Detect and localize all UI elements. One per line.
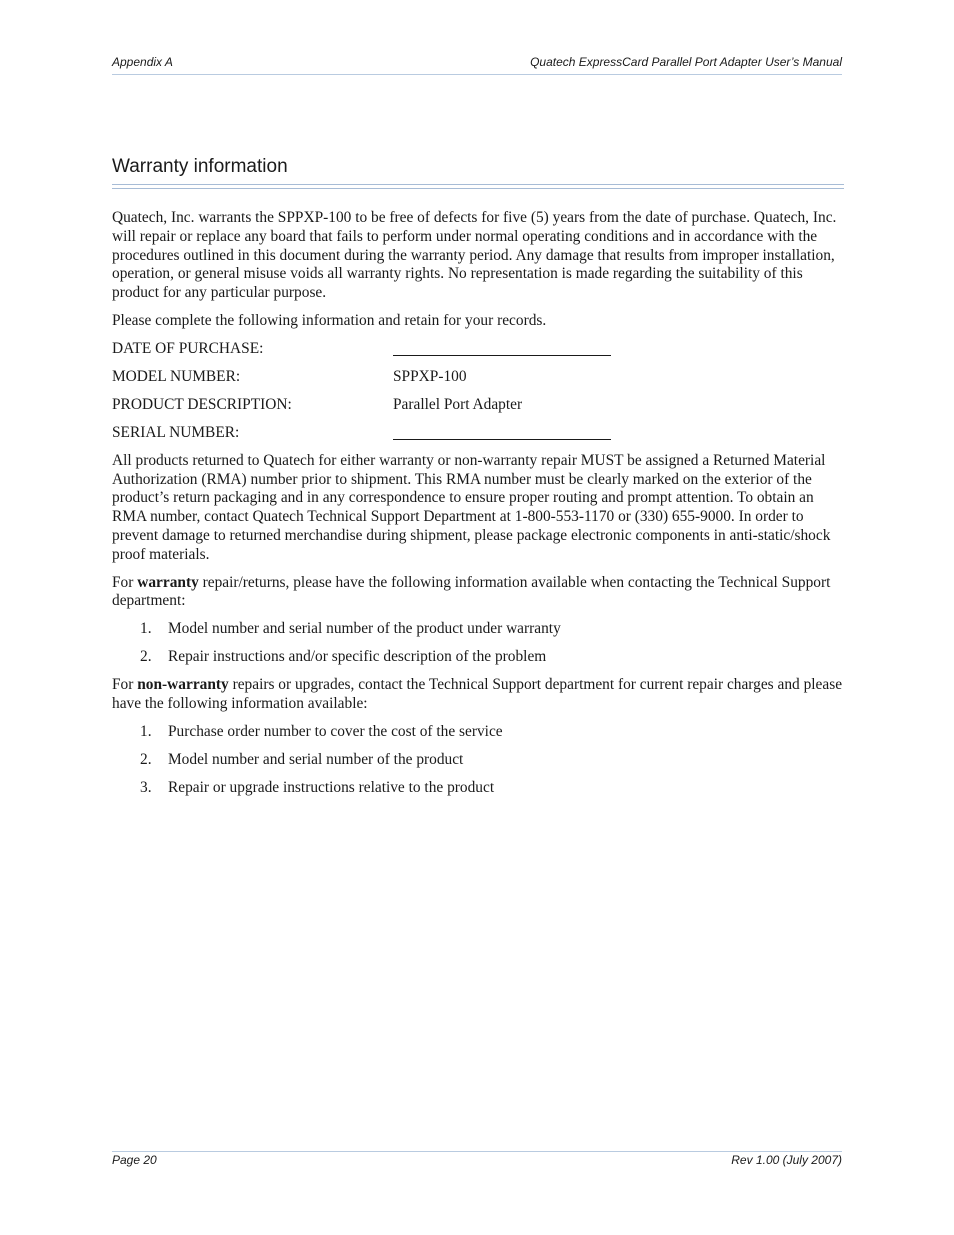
list-item xyxy=(112,779,844,798)
list-text: Model number and serial number of the product xyxy=(168,750,464,768)
emphasis-non-warranty: non-warranty xyxy=(137,676,229,694)
blank-line xyxy=(393,340,611,356)
list-item xyxy=(112,620,844,639)
intro-paragraph: Quatech, Inc. warrants the SPPXP-100 to be free of defects for five (5) years from the date of purchase. Quatech, Inc. will repair or replace any board that fails to perform under normal operating conditions and in accordance with the procedures outlined in this document during the warranty period. Any damage that results from improper installation, operation, or general misuse voids all warranty rights. No representation is made regarding the suitability of this product for any particular purpose. xyxy=(112,209,837,302)
text-run: For xyxy=(112,573,138,591)
footer-page-number: Page 20 xyxy=(112,1153,157,1167)
non-warranty-paragraph xyxy=(112,676,844,714)
field-label: PRODUCT DESCRIPTION: xyxy=(112,395,292,413)
list-text: Repair instructions and/or specific description of the problem xyxy=(168,648,547,666)
field-model-number xyxy=(112,368,844,387)
list-number: 3. xyxy=(140,778,152,796)
warranty-list xyxy=(112,620,844,667)
text-run: For xyxy=(112,676,138,694)
document-body xyxy=(112,209,844,807)
emphasis-warranty: warranty xyxy=(137,573,199,591)
field-value: Parallel Port Adapter xyxy=(393,395,523,413)
list-text: Model number and serial number of the product under warranty xyxy=(168,620,561,638)
field-label: MODEL NUMBER: xyxy=(112,367,241,385)
list-number: 1. xyxy=(140,620,152,638)
blank-line xyxy=(393,424,611,440)
list-item xyxy=(112,648,844,667)
warranty-paragraph xyxy=(112,574,844,612)
field-label: SERIAL NUMBER: xyxy=(112,423,240,441)
field-label: DATE OF PURCHASE: xyxy=(112,339,264,357)
field-date-of-purchase xyxy=(112,340,844,359)
title-rule xyxy=(112,184,844,189)
list-item xyxy=(112,751,844,770)
page-footer xyxy=(112,1151,842,1172)
header-manual-title: Quatech ExpressCard Parallel Port Adapter User’s Manual xyxy=(530,55,842,69)
text-run: repair/returns, please have the following information available when contacting the Technical Support department: xyxy=(112,573,831,610)
header-section-label: Appendix A xyxy=(112,55,173,69)
text-run: repairs or upgrades, contact the Technical Support department for current repair charges and please have the following information available: xyxy=(112,676,843,712)
list-text: Repair or upgrade instructions relative to the product xyxy=(168,778,495,796)
complete-note: Please complete the following information and retain for your records. xyxy=(112,311,547,329)
list-number: 2. xyxy=(140,648,152,666)
list-number: 2. xyxy=(140,750,152,768)
field-value: SPPXP-100 xyxy=(393,367,467,385)
page-header xyxy=(112,54,842,75)
footer-revision: Rev 1.00 (July 2007) xyxy=(731,1153,842,1167)
field-serial-number xyxy=(112,424,844,443)
list-item xyxy=(112,723,844,742)
list-text: Purchase order number to cover the cost of the service xyxy=(168,722,503,740)
section-title: Warranty information xyxy=(112,156,288,177)
field-product-description xyxy=(112,396,844,415)
non-warranty-list xyxy=(112,723,844,798)
list-number: 1. xyxy=(140,722,152,740)
rma-paragraph: All products returned to Quatech for either warranty or non-warranty repair MUST be assigned a Returned Material Authorization (RMA) number prior to shipment. This RMA number must be clearly marked on the exterior of the product’s return packaging and in any correspondence to ensure proper routing and prompt attention. To obtain an RMA number, contact Quatech Technical Support Department at 1-800-553-1170 or (330) 655-9000. In order to prevent damage to returned merchandise during shipment, please package electronic components in anti-static/shock proof materials. xyxy=(112,451,831,563)
